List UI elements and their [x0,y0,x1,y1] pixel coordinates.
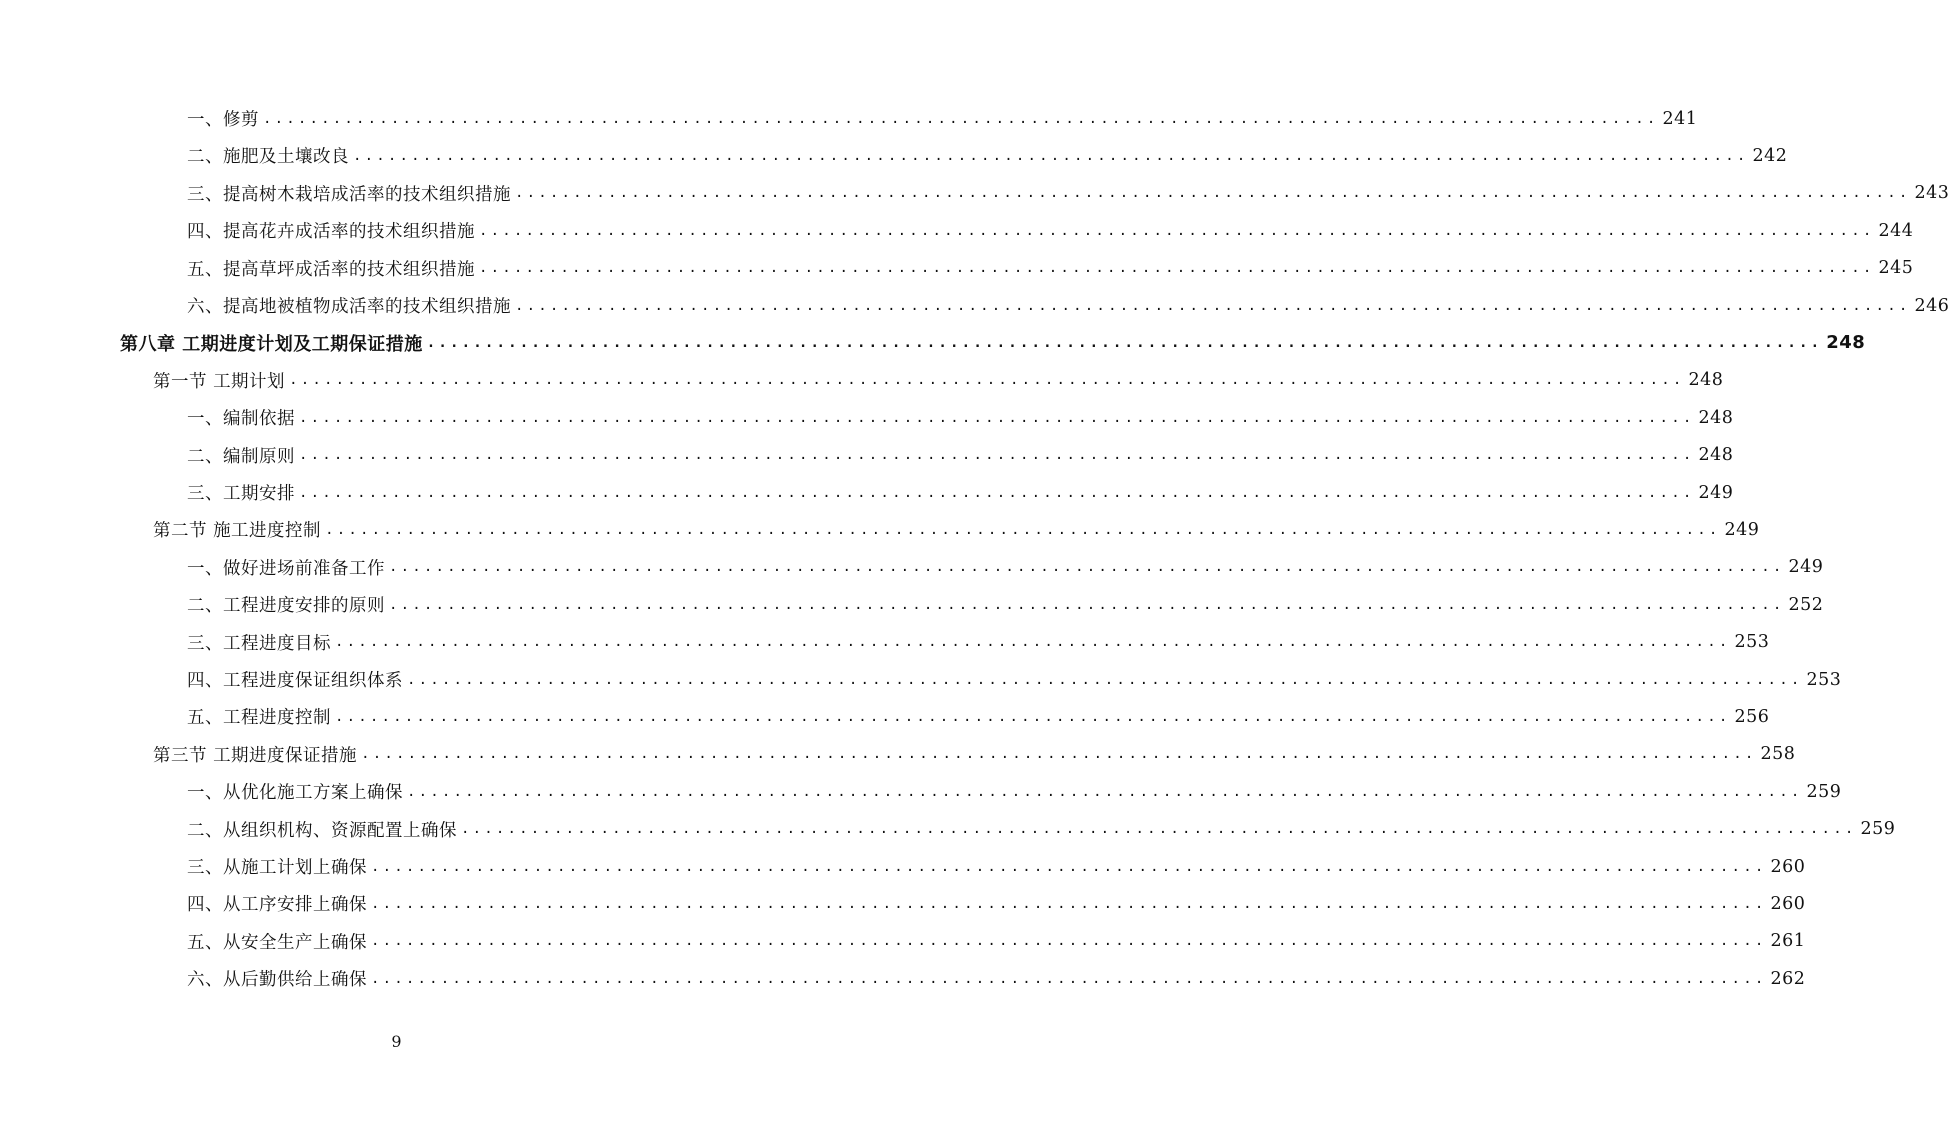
dot-leader: ........................................................................................................................ [353,147,1749,164]
toc-entry-page: 262 [1770,968,1806,989]
toc-item-entry[interactable] [0,549,1824,586]
dot-leader: ........................................................................................................................ [289,372,1685,389]
toc-entry-title: 二、工程进度安排的原则 [187,596,385,617]
dot-leader: ........................................................................................................................ [407,783,1803,800]
toc-entry-title: 五、提高草坪成活率的技术组织措施 [187,259,475,280]
toc-entry-title: 四、工程进度保证组织体系 [187,671,403,691]
toc-entry-page: 256 [1734,706,1770,727]
toc-entry-title: 第一节 工期计划 [153,371,286,392]
toc-item-entry[interactable] [0,811,1896,848]
dot-leader: ........................................................................................................................ [515,185,1911,202]
toc-item-entry[interactable] [0,698,1770,735]
dot-leader: ........................................................................................................................ [371,970,1767,987]
toc-entry-title: 四、提高花卉成活率的技术组织措施 [187,222,475,243]
dot-leader: ........................................................................................................................ [389,596,1785,613]
toc-entry-page: 260 [1770,856,1806,877]
toc-entry-page: 248 [1698,445,1734,466]
toc-entry-page: 248 [1698,407,1734,428]
toc-item-entry[interactable] [0,437,1734,474]
toc-entry-page: 253 [1734,632,1770,653]
toc-entry-title: 二、编制原则 [187,446,295,467]
dot-leader: ........................................................................................................................ [263,110,1659,127]
toc-item-entry[interactable] [0,287,1949,324]
toc-entry-title: 三、从施工计划上确保 [187,858,367,878]
toc-item-entry[interactable] [0,100,1698,137]
toc-entry-title: 三、提高树木栽培成活率的技术组织措施 [187,184,511,205]
toc-entry-title: 六、提高地被植物成活率的技术组织措施 [187,297,511,317]
toc-entry-page: 259 [1860,819,1896,840]
toc-item-entry[interactable] [0,250,1914,287]
toc-entry-page: 258 [1760,744,1796,765]
toc-item-entry[interactable] [0,586,1824,623]
dot-leader: ........................................................................................................................ [361,746,1757,763]
toc-entry-page: 253 [1806,669,1842,690]
toc-chapter-entry[interactable] [0,324,1866,361]
toc-item-entry[interactable] [0,848,1806,885]
toc-entry-title: 五、从安全生产上确保 [187,932,367,953]
toc-section-entry[interactable] [0,362,1724,399]
toc-section-entry[interactable] [0,511,1760,548]
toc-section-entry[interactable] [0,736,1796,773]
dot-leader: ........................................................................................................................ [407,671,1803,688]
toc-item-entry[interactable] [0,885,1806,922]
toc-entry-page: 261 [1770,931,1806,952]
dot-leader: ........................................................................................................................ [461,821,1857,838]
dot-leader: ........................................................................................................................ [299,484,1695,501]
toc-entry-title: 五、工程进度控制 [187,708,331,729]
toc-entry-title: 一、编制依据 [187,409,295,430]
toc-entry-page: 252 [1788,594,1824,615]
toc-entry-page: 243 [1914,183,1949,204]
toc-entry-page: 249 [1724,519,1760,540]
toc-entry-page: 242 [1752,145,1788,166]
toc-entry-title: 一、从优化施工方案上确保 [187,783,403,804]
dot-leader: ........................................................................................................................ [479,222,1875,239]
toc-item-entry[interactable] [0,399,1734,436]
toc-entry-page: 241 [1662,108,1698,129]
dot-leader: ........................................................................................................................ [335,708,1731,725]
toc-entry-title: 二、施肥及土壤改良 [187,147,349,168]
toc-entry-title: 六、从后勤供给上确保 [187,970,367,991]
toc-entry-title: 第八章 工期进度计划及工期保证措施 [120,333,423,355]
toc-entry-title: 二、从组织机构、资源配置上确保 [187,820,457,841]
toc-item-entry[interactable] [0,960,1806,997]
dot-leader: ........................................................................................................................ [325,521,1721,538]
toc-entry-page: 246 [1914,295,1949,316]
toc-entry-page: 249 [1788,557,1824,578]
toc-entry-title: 三、工期安排 [187,484,295,504]
toc-entry-title: 一、做好进场前准备工作 [187,558,385,579]
toc-entry-title: 一、修剪 [187,110,259,130]
dot-leader: ........................................................................................................................ [515,297,1911,314]
dot-leader: ........................................................................................................................ [371,858,1767,875]
dot-leader: ........................................................................................................................ [389,559,1785,576]
dot-leader: ........................................................................................................................ [479,260,1875,277]
toc-entry-page: 259 [1806,781,1842,802]
dot-leader: ........................................................................................................................ [299,409,1695,426]
dot-leader: ........................................................................................................................ [426,334,1823,351]
toc-entry-title: 三、工程进度目标 [187,633,331,654]
toc-entry-title: 第二节 施工进度控制 [153,521,322,542]
toc-item-entry[interactable] [0,137,1788,174]
toc-entry-page: 249 [1698,482,1734,503]
toc-entry-page: 248 [1688,370,1724,391]
dot-leader: ........................................................................................................................ [371,895,1767,912]
toc-entry-page: 248 [1826,332,1866,354]
toc-item-entry[interactable] [0,474,1734,511]
toc-item-entry[interactable] [0,624,1770,661]
toc-item-entry[interactable] [0,661,1842,698]
toc-item-entry[interactable] [0,175,1949,212]
toc-entry-page: 245 [1878,258,1914,279]
toc-entry-page: 260 [1770,893,1806,914]
dot-leader: ........................................................................................................................ [371,933,1767,950]
toc-entry-title: 第三节 工期进度保证措施 [153,745,358,766]
toc-entry-title: 四、从工序安排上确保 [187,895,367,916]
toc-item-entry[interactable] [0,212,1914,249]
page-number: 9 [391,1032,402,1051]
toc-item-entry[interactable] [0,773,1842,810]
toc-entry-page: 244 [1878,220,1914,241]
toc-item-entry[interactable] [0,923,1806,960]
dot-leader: ........................................................................................................................ [299,447,1695,464]
dot-leader: ........................................................................................................................ [335,634,1731,651]
